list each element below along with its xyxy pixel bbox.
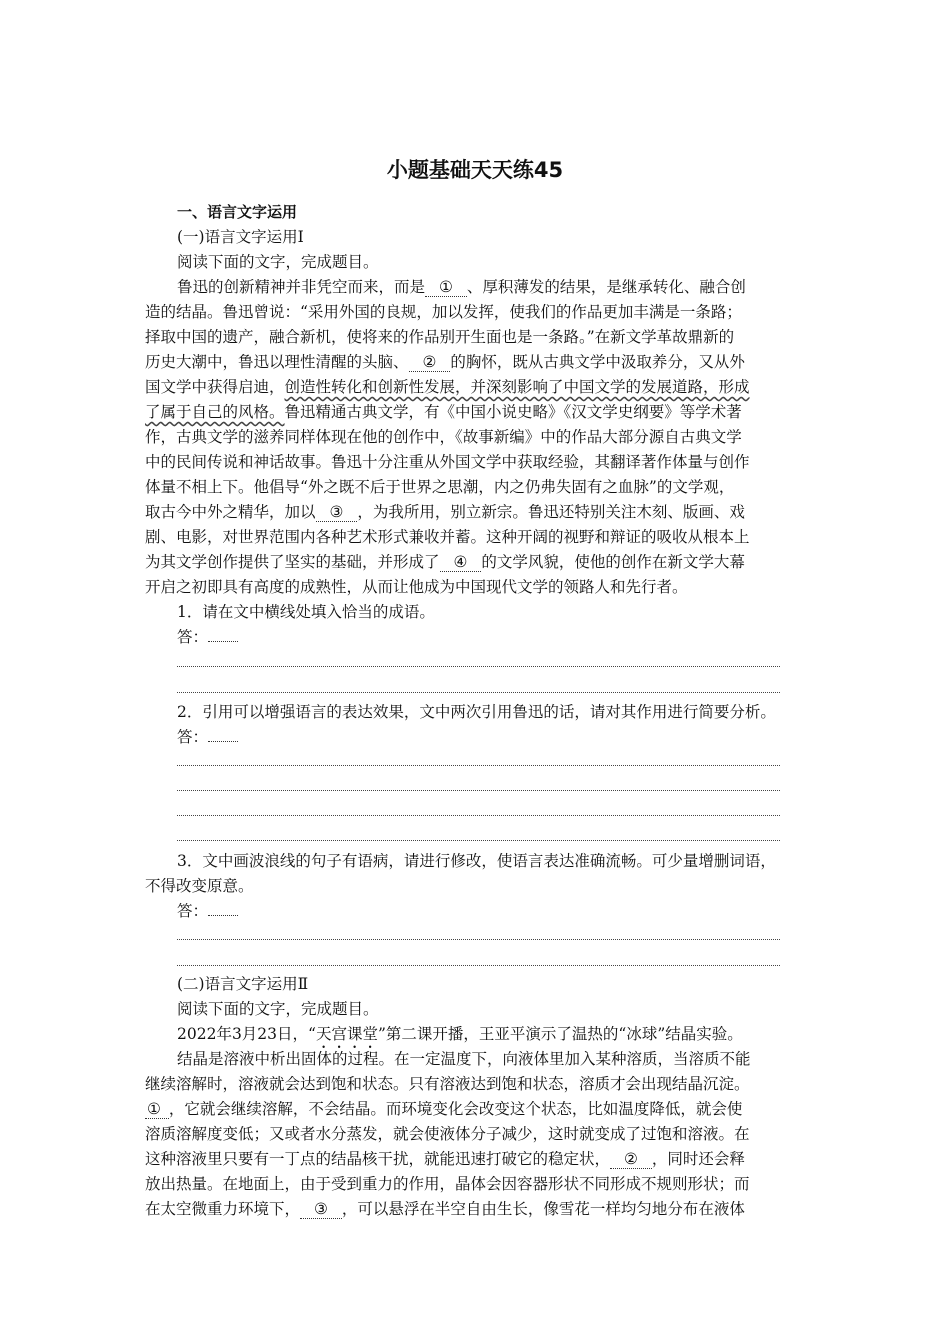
answer-field-1[interactable] <box>208 629 238 642</box>
text-run: 为其文学创作提供了坚实的基础，并形成了 <box>145 553 440 571</box>
wavy-underlined-sentence: 创造性转化和创新性发展，并深刻影响了中国文学的发展道路，形成 <box>284 378 750 396</box>
passage-line: 择取中国的遗产，融合新机，使将来的作品别开生面也是一条路。”在新文学革故鼎新的 <box>145 328 735 346</box>
text-run: 在太空微重力环境下， <box>145 1200 301 1218</box>
answer-line[interactable] <box>177 840 780 841</box>
answer-label: 答： <box>177 902 209 920</box>
text-run: 鲁迅的创新精神并非凭空而来，而是 <box>177 278 426 296</box>
passage-line: 造的结晶。鲁迅曾说：“采用外国的良规，加以发挥，使我们的作品更加丰满是一条路； <box>145 303 742 321</box>
passage-line <box>145 400 805 425</box>
text-run: 的胸怀，既从古典文学中汲取养分，又从外 <box>450 353 745 371</box>
passage2-line: 放出热量。在地面上，由于受到重力的作用，晶体会因容器形状不同形成不规则形状；而 <box>145 1175 750 1193</box>
answer-label-3 <box>177 899 837 924</box>
passage2-line: 继续溶解时，溶液就会达到饱和状态。只有溶液达到饱和状态，溶质才会出现结晶沉淀。 <box>145 1075 750 1093</box>
passage-line: 开启之初即具有高度的成熟性，从而让他成为中国现代文学的领路人和先行者。 <box>145 578 688 596</box>
passage2-line <box>145 1097 805 1122</box>
passage-line: 剧、电影，对世界范围内各种艺术形式兼收并蓄。这种开阔的视野和辩证的吸收从根本上 <box>145 528 750 546</box>
answer-line[interactable] <box>177 965 780 966</box>
text-run: 鲁迅精通古典文学，有《中国小说史略》《汉文学史纲要》等学术著 <box>284 403 742 421</box>
answer-line[interactable] <box>177 790 780 791</box>
passage2-line <box>145 1147 805 1172</box>
text-run: 、厚积薄发的结果，是继承转化、融合创 <box>466 278 746 296</box>
answer-label-2 <box>177 725 837 750</box>
answer-line[interactable] <box>177 939 780 940</box>
blank-3: ③ <box>316 503 358 522</box>
text-run: ，为我所用，别立新宗。鲁迅还特别关注木刻、版画、戏 <box>357 503 745 521</box>
question-1: 1．请在文中横线处填入恰当的成语。 <box>177 603 435 621</box>
passage-line <box>177 275 837 300</box>
text-run: ，同时还会释 <box>651 1150 745 1168</box>
blank-4: ④ <box>440 553 482 572</box>
passage-line <box>145 375 805 400</box>
question-3-cont: 不得改变原意。 <box>145 877 254 895</box>
answer-label: 答： <box>177 728 209 746</box>
answer-line[interactable] <box>177 692 780 693</box>
text-run: 国文学中获得启迪， <box>145 378 285 396</box>
text-run: 取古今中外之精华，加以 <box>145 503 316 521</box>
answer-line[interactable] <box>177 765 780 766</box>
instruction-1: 阅读下面的文字，完成题目。 <box>177 253 379 271</box>
answer-label: 答： <box>177 628 209 646</box>
page-title: 小题基础天天练45 <box>386 158 564 182</box>
passage-line <box>145 550 805 575</box>
text-run: 历史大潮中，鲁迅以理性清醒的头脑、 <box>145 353 409 371</box>
answer-label-1 <box>177 625 837 650</box>
text-run: 这种溶液里只要有一丁点的结晶核干扰，就能迅速打破它的稳定状， <box>145 1150 611 1168</box>
passage2-line: 结晶是溶液中析出固体的过程。在一定温度下，向液体里加入某种溶质，当溶质不能 <box>177 1050 751 1068</box>
subsection-heading-2: (二)语言文字运用Ⅱ <box>177 975 309 993</box>
subsection-heading-1: (一)语言文字运用Ⅰ <box>177 228 304 246</box>
passage-line <box>145 500 805 525</box>
passage2-line <box>145 1197 805 1222</box>
answer-line[interactable] <box>177 815 780 816</box>
passage-line: 中的民间传说和神话故事。鲁迅十分注重从外国文学中获取经验，其翻译著作体量与创作 <box>145 453 750 471</box>
text-run: ，它就会继续溶解，不会结晶。而环境变化会改变这个状态，比如温度降低，就会使 <box>168 1100 743 1118</box>
passage-line <box>145 350 805 375</box>
blank-1: ① <box>145 1100 169 1119</box>
text-run: ”第二课开播，王亚平演示了温热的“冰球”结晶实验。 <box>377 1025 743 1043</box>
question-3: 3．文中画波浪线的句子有语病，请进行修改，使语言表达准确流畅。可少量增删词语， <box>177 852 776 870</box>
emphasis-dotted-text: 天宫课堂 <box>315 1025 378 1043</box>
answer-field-3[interactable] <box>208 903 238 916</box>
text-run: ，可以悬浮在半空自由生长，像雪花一样均匀地分布在液体 <box>341 1200 745 1218</box>
blank-2: ② <box>610 1150 652 1169</box>
section-heading: 一、语言文字运用 <box>177 203 298 221</box>
blank-2: ② <box>409 353 451 372</box>
blank-3: ③ <box>300 1200 342 1219</box>
instruction-2: 阅读下面的文字，完成题目。 <box>177 1000 379 1018</box>
passage-line: 体量不相上下。他倡导“外之既不后于世界之思潮，内之仍弗失固有之血脉”的文学观， <box>145 478 735 496</box>
answer-line[interactable] <box>177 666 780 667</box>
question-2: 2．引用可以增强语言的表达效果，文中两次引用鲁迅的话，请对其作用进行简要分析。 <box>177 703 776 721</box>
passage-line: 作，古典文学的滋养同样体现在他的创作中，《故事新编》中的作品大部分源自古典文学 <box>145 428 742 446</box>
text-run: 的文学风貌，使他的创作在新文学大幕 <box>481 553 745 571</box>
passage2-line: 溶质溶解度变低；又或者水分蒸发，就会使液体分子减少，这时就变成了过饱和溶液。在 <box>145 1125 750 1143</box>
wavy-underlined-sentence: 了属于自己的风格。 <box>145 403 285 421</box>
answer-field-2[interactable] <box>208 729 238 742</box>
text-run: 2022年3月23日，“ <box>177 1025 316 1043</box>
blank-1: ① <box>425 278 467 297</box>
